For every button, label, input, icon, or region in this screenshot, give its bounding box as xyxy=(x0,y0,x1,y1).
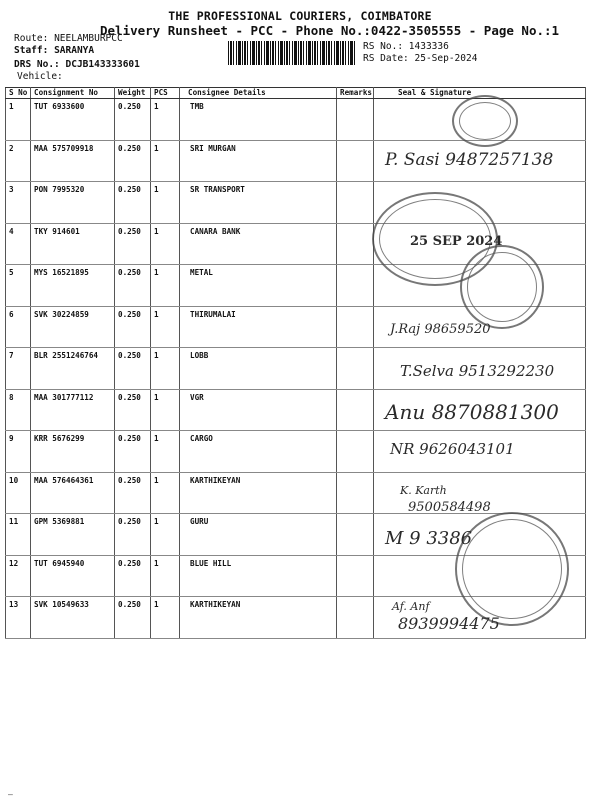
cell-pcs: 1 xyxy=(151,389,180,431)
signature-row9: NR 9626043101 xyxy=(390,440,515,458)
cell-consignee: METAL xyxy=(180,265,337,307)
cell-consignment: KRR 5676299 xyxy=(31,431,115,473)
col-header-consignment: Consignment No xyxy=(31,88,115,99)
cell-weight: 0.250 xyxy=(115,306,151,348)
cell-pcs: 1 xyxy=(151,223,180,265)
signature-row10: K. Karth xyxy=(400,484,447,497)
cell-consignee: SR TRANSPORT xyxy=(180,182,337,224)
cell-pcs: 1 xyxy=(151,597,180,639)
cell-pcs: 1 xyxy=(151,306,180,348)
cell-weight: 0.250 xyxy=(115,597,151,639)
cell-sno: 12 xyxy=(6,555,31,597)
cell-consignee: THIRUMALAI xyxy=(180,306,337,348)
rs-no-value: 1433336 xyxy=(408,41,449,52)
cell-sno: 2 xyxy=(6,140,31,182)
cell-consignment: TUT 6933600 xyxy=(31,99,115,141)
cell-remarks xyxy=(337,597,374,639)
route-label: Route: xyxy=(14,33,49,44)
cell-weight: 0.250 xyxy=(115,389,151,431)
cell-pcs: 1 xyxy=(151,182,180,224)
cell-pcs: 1 xyxy=(151,99,180,141)
cell-pcs: 1 xyxy=(151,265,180,307)
cell-consignment: SVK 30224859 xyxy=(31,306,115,348)
cell-weight: 0.250 xyxy=(115,348,151,390)
signature-row13-phone: 8939994475 xyxy=(398,614,500,633)
cell-weight: 0.250 xyxy=(115,265,151,307)
cell-consignment: SVK 10549633 xyxy=(31,597,115,639)
rs-no-line xyxy=(363,41,449,52)
stamp-date: 25 SEP 2024 xyxy=(410,234,503,249)
col-header-pcs: PCS xyxy=(151,88,180,99)
cell-consignee: CANARA BANK xyxy=(180,223,337,265)
staff-label: Staff: xyxy=(14,45,49,56)
cell-remarks xyxy=(337,182,374,224)
cell-consignment: TUT 6945940 xyxy=(31,555,115,597)
cell-weight: 0.250 xyxy=(115,140,151,182)
cell-remarks xyxy=(337,514,374,556)
cell-remarks xyxy=(337,223,374,265)
cell-pcs: 1 xyxy=(151,431,180,473)
cell-sno: 4 xyxy=(6,223,31,265)
table-row xyxy=(6,182,586,224)
cell-consignee: KARTHIKEYAN xyxy=(180,472,337,514)
cell-sno: 1 xyxy=(6,99,31,141)
drs-value: DCJB143333601 xyxy=(65,59,140,70)
signature-row8: Anu 8870881300 xyxy=(385,400,559,424)
cell-weight: 0.250 xyxy=(115,99,151,141)
cell-sno: 8 xyxy=(6,389,31,431)
cell-consignment: MAA 301777112 xyxy=(31,389,115,431)
col-header-sno: S No xyxy=(6,88,31,99)
cell-sno: 11 xyxy=(6,514,31,556)
cell-pcs: 1 xyxy=(151,472,180,514)
cell-consignee: VGR xyxy=(180,389,337,431)
cell-consignee: KARTHIKEYAN xyxy=(180,597,337,639)
rs-date-label: RS Date: xyxy=(363,53,409,64)
staff-line xyxy=(14,45,94,56)
col-header-consignee: Consignee Details xyxy=(180,88,337,99)
cell-pcs: 1 xyxy=(151,348,180,390)
cell-sno: 6 xyxy=(6,306,31,348)
drs-label: DRS No.: xyxy=(14,59,60,70)
cell-consignment: MAA 576464361 xyxy=(31,472,115,514)
col-header-weight: Weight xyxy=(115,88,151,99)
signature-row11: M 9 3386 xyxy=(385,528,473,549)
signature-row13: Af. Anf xyxy=(392,600,430,613)
col-header-remarks: Remarks xyxy=(337,88,374,99)
company-round-stamp xyxy=(460,245,544,329)
cell-weight: 0.250 xyxy=(115,431,151,473)
cell-remarks xyxy=(337,472,374,514)
table-row xyxy=(6,472,586,514)
vehicle-label: Vehicle: xyxy=(17,71,63,82)
drs-line xyxy=(14,59,140,70)
cell-remarks xyxy=(337,306,374,348)
cell-weight: 0.250 xyxy=(115,514,151,556)
signature-row7: T.Selva 9513292230 xyxy=(400,362,555,380)
cell-consignee: LOBB xyxy=(180,348,337,390)
cell-remarks xyxy=(337,431,374,473)
cell-weight: 0.250 xyxy=(115,223,151,265)
footer-mark: — xyxy=(8,790,13,799)
cell-remarks xyxy=(337,389,374,431)
cell-consignee: GURU xyxy=(180,514,337,556)
cell-remarks xyxy=(337,140,374,182)
cell-weight: 0.250 xyxy=(115,555,151,597)
cell-sno: 9 xyxy=(6,431,31,473)
cell-pcs: 1 xyxy=(151,555,180,597)
cell-consignment: TKY 914601 xyxy=(31,223,115,265)
barcode-image xyxy=(228,41,356,65)
rs-no-label: RS No.: xyxy=(363,41,404,52)
route-value: NEELAMBURPCC xyxy=(54,33,123,44)
cell-remarks xyxy=(337,99,374,141)
cell-consignment: PON 7995320 xyxy=(31,182,115,224)
cell-sno: 7 xyxy=(6,348,31,390)
cell-weight: 0.250 xyxy=(115,472,151,514)
cell-sno: 13 xyxy=(6,597,31,639)
document-title: THE PROFESSIONAL COURIERS, COIMBATORE xyxy=(168,9,432,23)
signature-row2: P. Sasi 9487257138 xyxy=(385,150,554,170)
cell-consignment: MYS 16521895 xyxy=(31,265,115,307)
col-header-signature: Seal & Signature xyxy=(374,88,586,99)
cell-pcs: 1 xyxy=(151,140,180,182)
cell-pcs: 1 xyxy=(151,514,180,556)
vehicle-line xyxy=(17,71,63,82)
cell-weight: 0.250 xyxy=(115,182,151,224)
rs-date-line xyxy=(363,53,477,64)
cell-consignment: GPM 5369881 xyxy=(31,514,115,556)
cell-remarks xyxy=(337,265,374,307)
bank-seal-stamp xyxy=(452,95,518,147)
cell-sno: 3 xyxy=(6,182,31,224)
cell-consignee: BLUE HILL xyxy=(180,555,337,597)
cell-consignee: TMB xyxy=(180,99,337,141)
cell-sno: 5 xyxy=(6,265,31,307)
signature-row10-phone: 9500584498 xyxy=(408,500,491,515)
runsheet-subtitle: Delivery Runsheet - PCC - Phone No.:0422-3505555 - Page No.:1 xyxy=(100,23,560,38)
cell-remarks xyxy=(337,348,374,390)
route-line xyxy=(14,33,123,44)
cell-consignee: CARGO xyxy=(180,431,337,473)
cell-consignment: MAA 575709918 xyxy=(31,140,115,182)
rs-date-value: 25-Sep-2024 xyxy=(414,53,478,64)
signature-row6: J.Raj 98659520 xyxy=(390,322,491,337)
cell-remarks xyxy=(337,555,374,597)
cell-consignment: BLR 2551246764 xyxy=(31,348,115,390)
cell-consignee: SRI MURGAN xyxy=(180,140,337,182)
cell-sno: 10 xyxy=(6,472,31,514)
staff-value: SARANYA xyxy=(54,45,95,56)
